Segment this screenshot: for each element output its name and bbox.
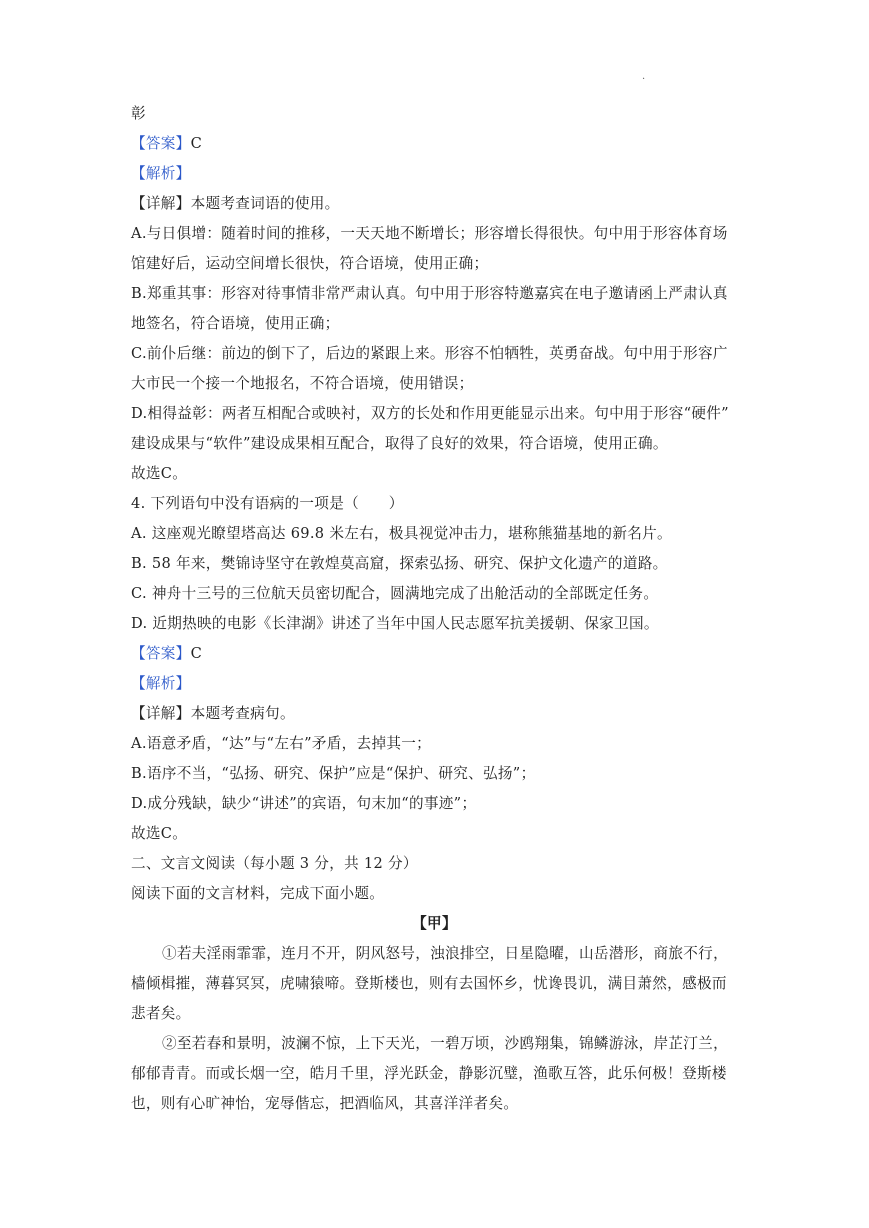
text-line: 故选C。 [131,825,188,842]
answer-line: 【答案】C [131,135,203,152]
text-line: 彰 [131,105,146,122]
option-line: D. 近期热映的电影《长津湖》讲述了当年中国人民志愿军抗美援朝、保家卫国。 [131,615,659,632]
question-line: 4. 下列语句中没有语病的一项是（ ） [131,495,404,512]
answer-line: 【答案】C [131,645,203,662]
option-line: B. 58 年来，樊锦诗坚守在敦煌莫高窟，探索弘扬、研究、保护文化遗产的道路。 [131,555,668,572]
text-line: B.郑重其事：形容对待事情非常严肃认真。句中用于形容特邀嘉宾在电子邀请函上严肃认真 [131,285,728,302]
text-line: 馆建好后，运动空间增长很快，符合语境，使用正确； [131,255,489,272]
text-line: D.相得益彰：两者互相配合或映衬，双方的长处和作用更能显示出来。句中用于形容“硬件” [131,405,729,422]
text-line: 【详解】本题考查词语的使用。 [131,195,340,212]
text-line: 地签名，符合语境，使用正确； [131,315,340,332]
text-line: 【详解】本题考查病句。 [131,705,295,722]
option-line: A. 这座观光瞭望塔高达 69.8 米左右，极具视觉冲击力，堪称熊猫基地的新名片。 [131,525,672,542]
text-line: A.语意矛盾，“达”与“左右”矛盾，去掉其一； [131,735,432,752]
passage-line: 悲者矣。 [131,1005,191,1022]
passage-line: 也，则有心旷神怡，宠辱偕忘，把酒临风，其喜洋洋者矣。 [131,1095,519,1112]
answer-tag: 【答案】 [131,645,191,662]
text-line: D.成分残缺，缺少“讲述”的宾语，句末加“的事迹”； [131,795,477,812]
passage-line: ②至若春和景明，波澜不惊，上下天光，一碧万顷，沙鸥翔集，锦鳞游泳，岸芷汀兰， [162,1035,728,1052]
analysis-tag: 【解析】 [131,675,191,692]
text-line: B.语序不当，“弘扬、研究、保护”应是“保护、研究、弘扬”； [131,765,536,782]
passage-line: ①若夫淫雨霏霏，连月不开，阴风怒号，浊浪排空，日星隐曜，山岳潜形，商旅不行， [162,945,728,962]
text-line: 阅读下面的文言材料，完成下面小题。 [131,885,385,902]
analysis-line [131,164,769,184]
passage-line: 樯倾楫摧，薄暮冥冥，虎啸猿啼。登斯楼也，则有去国怀乡，忧谗畏讥，满目萧然，感极而 [131,975,727,992]
answer-tag: 【答案】 [131,135,191,152]
analysis-line [131,674,769,694]
page-dot-mark: · [642,74,646,85]
text-line: A.与日俱增：随着时间的推移，一天天地不断增长；形容增长得很快。句中用于形容体育场 [131,225,728,242]
text-line: 大市民一个接一个地报名，不符合语境，使用错误； [131,375,474,392]
passage-line: 郁郁青青。而或长烟一空，皓月千里，浮光跃金，静影沉璧，渔歌互答，此乐何极！登斯楼 [131,1065,727,1082]
text-line: C.前仆后继：前边的倒下了，后边的紧跟上来。形容不怕牺牲，英勇奋战。句中用于形容广 [131,345,728,362]
text-line: 故选C。 [131,465,188,482]
option-line: C. 神舟十三号的三位航天员密切配合，圆满地完成了出舱活动的全部既定任务。 [131,585,659,602]
passage-title: 【甲】 [412,915,457,932]
analysis-tag: 【解析】 [131,165,191,182]
text-line: 建设成果与“软件”建设成果相互配合，取得了良好的效果，符合语境，使用正确。 [131,435,668,452]
section-heading: 二、文言文阅读（每小题 3 分，共 12 分） [131,855,418,872]
